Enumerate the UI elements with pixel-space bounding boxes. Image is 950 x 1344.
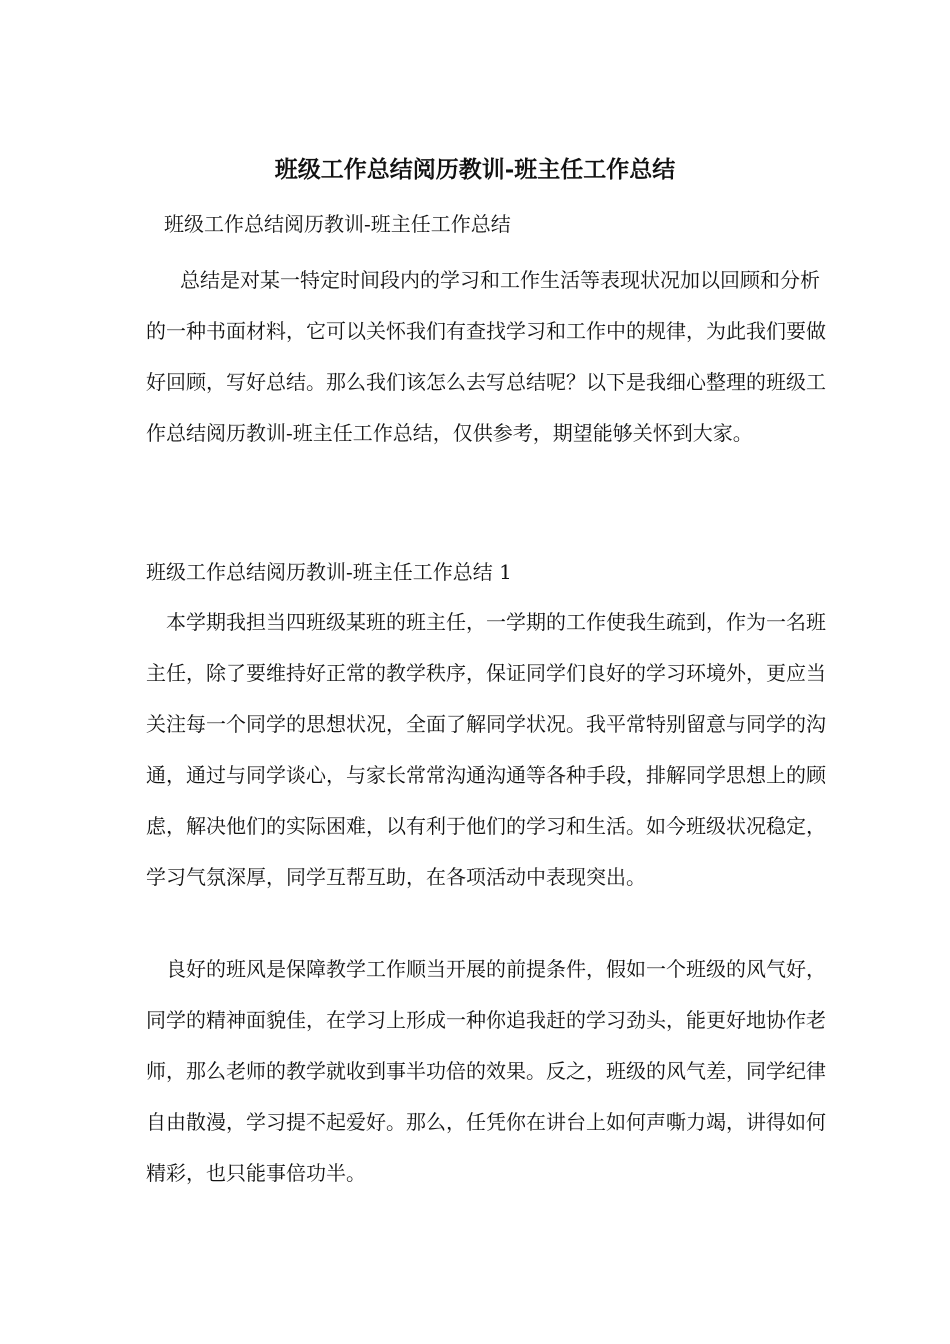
document-subtitle: 班级工作总结阅历教训-班主任工作总结 (164, 212, 511, 236)
document-title: 班级工作总结阅历教训-班主任工作总结 (274, 156, 676, 183)
section-heading: 班级工作总结阅历教训-班主任工作总结 1 (146, 560, 512, 584)
intro-paragraph: 总结是对某一特定时间段内的学习和工作生活等表现状况加以回顾和分析的一种书面材料，它可以关怀我们有查找学习和工作中的规律，为此我们要做好回顾，写好总结。那么我们该怎么去写总结呢？以下是我细心整理的班级工作总结阅历教训-班主任工作总结，仅供参考，期望能够关怀到大家。 (146, 268, 826, 445)
body-paragraph-1: 本学期我担当四班级某班的班主任，一学期的工作使我生疏到，作为一名班主任，除了要维持好正常的教学秩序，保证同学们良好的学习环境外，更应当关注每一个同学的思想状况，全面了解同学状况。我平常特别留意与同学的沟通，通过与同学谈心，与家长常常沟通沟通等各种手段，排解同学思想上的顾虑，解决他们的实际困难，以有利于他们的学习和生活。如今班级状况稳定，学习气氛深厚，同学互帮互助，在各项活动中表现突出。 (146, 610, 826, 889)
body-paragraph-2: 良好的班风是保障教学工作顺当开展的前提条件，假如一个班级的风气好，同学的精神面貌佳，在学习上形成一种你追我赶的学习劲头，能更好地协作老师，那么老师的教学就收到事半功倍的效果。反之，班级的风气差，同学纪律自由散漫，学习提不起爱好。那么，任凭你在讲台上如何声嘶力竭，讲得如何精彩，也只能事倍功半。 (146, 957, 826, 1185)
